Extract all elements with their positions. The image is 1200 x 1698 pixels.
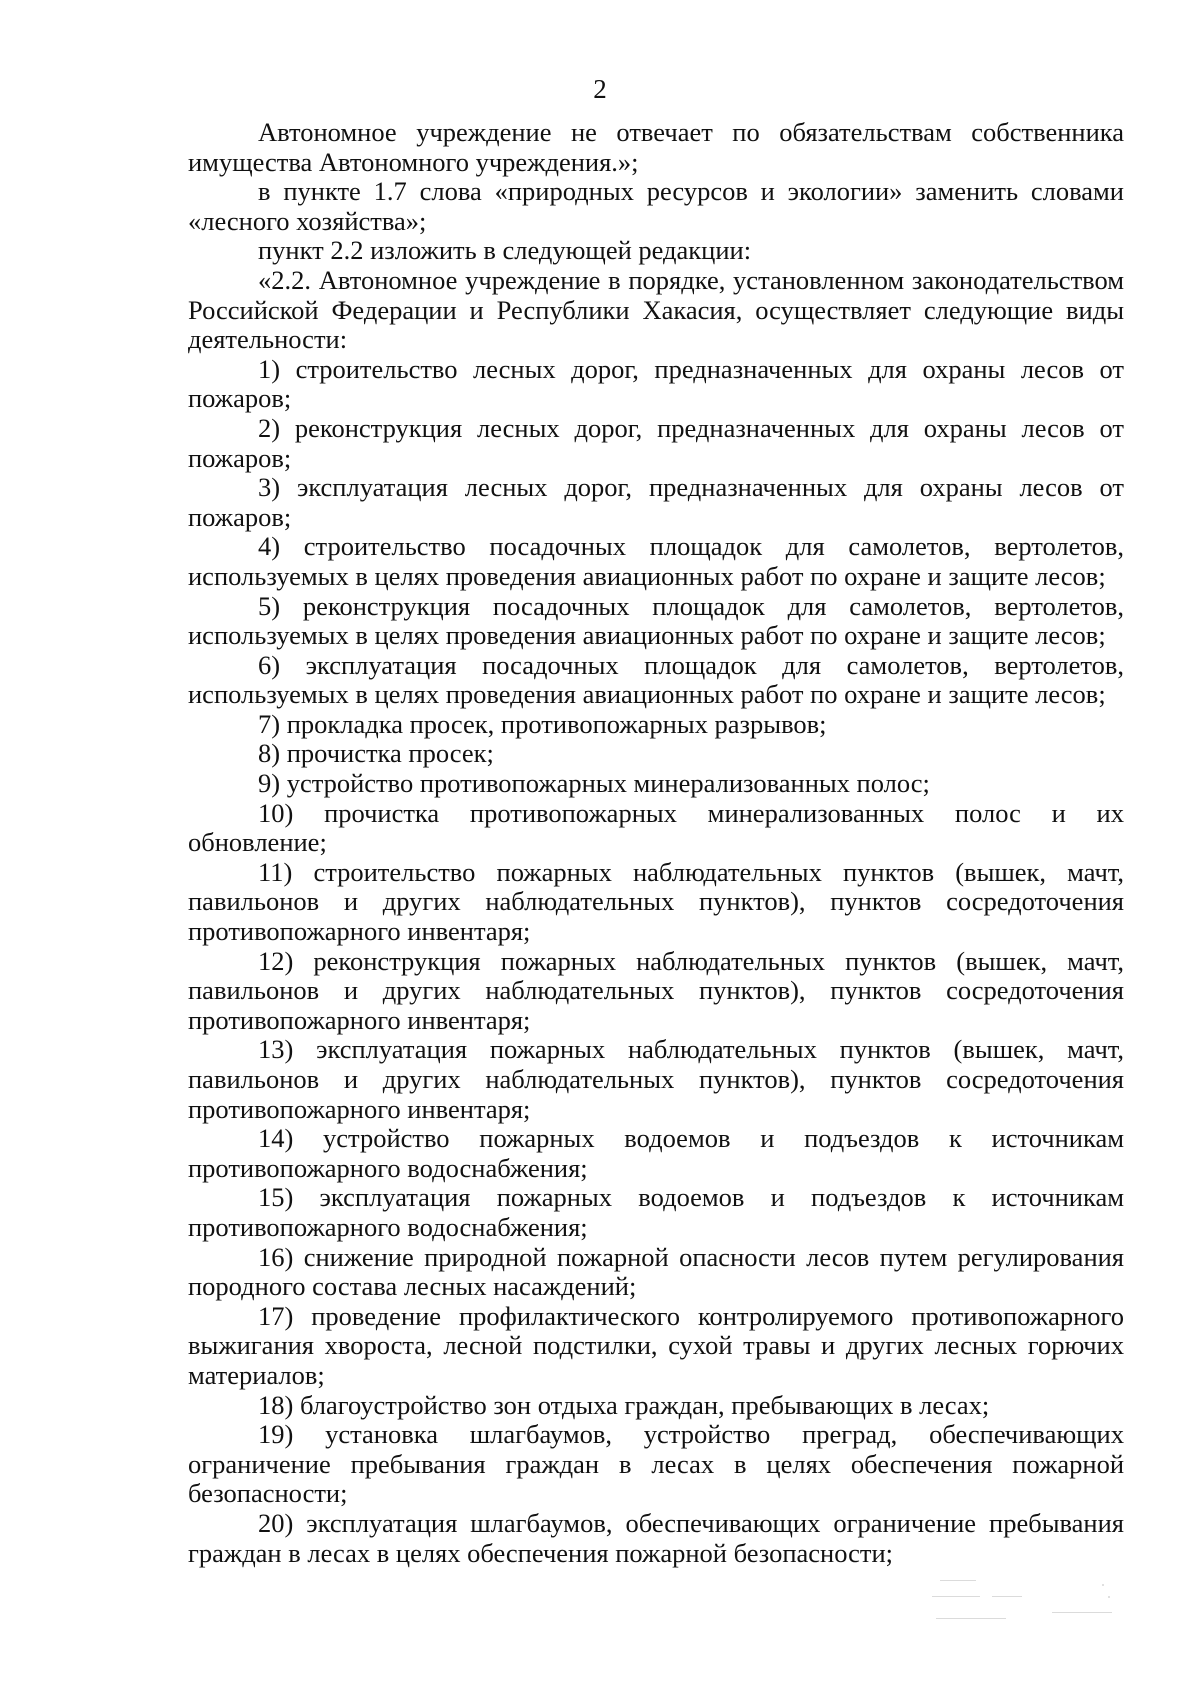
paragraph: пункт 2.2 изложить в следующей редакции: (258, 235, 752, 266)
list-item: 16) снижение природной пожарной опасности лесов путем регулирования породного состава лесных насаждений; (188, 1241, 1124, 1302)
list-item: 9) устройство противопожарных минерализованных полос; (258, 768, 930, 799)
list-item: 3) эксплуатация лесных дорог, предназначенных для охраны лесов от пожаров; (188, 472, 1124, 532)
list-item: 2) реконструкция лесных дорог, предназначенных для охраны лесов от пожаров; (188, 412, 1124, 473)
page-number: 2 (593, 74, 607, 104)
faint-stamp-mark (922, 1566, 1122, 1636)
list-item: 12) реконструкция пожарных наблюдательных пунктов (вышек, мачт, павильонов и других наблюдательных пунктов), пунктов сосредоточения противопожарного инвентаря; (188, 945, 1124, 1035)
paragraph: «2.2. Автономное учреждение в порядке, установленном законодательством Российской Федерации и Республики Хакасия, осуществляет следующие виды деятельности: (188, 264, 1124, 355)
paragraph: Автономное учреждение не отвечает по обязательствам собственника имущества Автономного учреждения.»; (188, 117, 1124, 177)
list-item: 7) прокладка просек, противопожарных разрывов; (258, 708, 827, 739)
list-item: 13) эксплуатация пожарных наблюдательных пунктов (вышек, мачт, павильонов и других наблюдательных пунктов), пунктов сосредоточения противопожарного инвентаря; (188, 1034, 1124, 1124)
list-item: 19) установка шлагбаумов, устройство преград, обеспечивающих ограничение пребывания граждан в лесах в целях обеспечения пожарной безопасности; (188, 1419, 1124, 1509)
list-item: 6) эксплуатация посадочных площадок для самолетов, вертолетов, используемых в целях проведения авиационных работ по охране и защите лесов; (188, 649, 1124, 710)
list-item: 20) эксплуатация шлагбаумов, обеспечивающих ограничение пребывания граждан в лесах в целях обеспечения пожарной безопасности; (188, 1507, 1124, 1568)
list-item: 18) благоустройство зон отдыха граждан, пребывающих в лесах; (258, 1389, 990, 1420)
list-item: 14) устройство пожарных водоемов и подъездов к источникам противопожарного водоснабжения; (188, 1123, 1124, 1183)
list-item: 11) строительство пожарных наблюдательных пунктов (вышек, мачт, павильонов и других наблюдательных пунктов), пунктов сосредоточения противопожарного инвентаря; (188, 856, 1124, 947)
list-item: 1) строительство лесных дорог, предназначенных для охраны лесов от пожаров; (188, 353, 1124, 414)
document-body (188, 118, 1124, 1568)
list-item: 8) прочистка просек; (258, 738, 494, 769)
paragraph: в пункте 1.7 слова «природных ресурсов и экологии» заменить словами «лесного хозяйства»; (188, 176, 1124, 236)
list-item: 15) эксплуатация пожарных водоемов и подъездов к источникам противопожарного водоснабжения; (188, 1182, 1124, 1242)
list-item: 5) реконструкция посадочных площадок для самолетов, вертолетов, используемых в целях проведения авиационных работ по охране и защите лесов; (188, 590, 1124, 651)
list-item: 4) строительство посадочных площадок для самолетов, вертолетов, используемых в целях проведения авиационных работ по охране и защите лесов; (188, 531, 1124, 591)
list-item: 10) прочистка противопожарных минерализованных полос и их обновление; (188, 797, 1124, 858)
list-item: 17) проведение профилактического контролируемого противопожарного выжигания хвороста, лесной подстилки, сухой травы и других лесных горючих материалов; (188, 1300, 1124, 1390)
